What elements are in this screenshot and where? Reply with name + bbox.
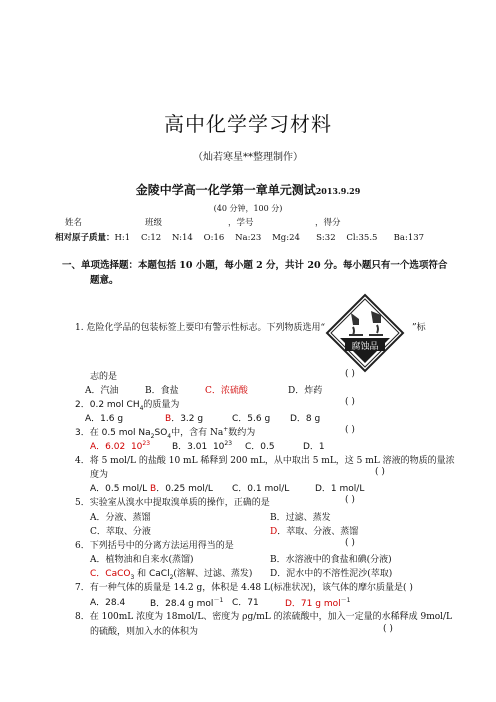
hazard-label: 腐蚀品 — [351, 342, 379, 352]
q7-option-b-sup: －1 — [213, 597, 224, 604]
q1-answer-paren: ( ) — [345, 369, 355, 379]
q4-option-d: D．1 mol/L — [315, 484, 365, 494]
q3-stem-text: 3．在 0.5 mol Na — [75, 428, 151, 438]
student-id-label: ，学号 — [228, 218, 254, 228]
q3-option-a — [90, 439, 150, 452]
q4-option-b-letter: B — [150, 484, 157, 494]
q6-option-c-tail: (溶解、过滤、蒸发) — [173, 569, 253, 579]
q2-option-c: C．5.6 g — [232, 414, 271, 424]
q3-option-c: C．0.5 — [245, 442, 275, 452]
q7-stem: 7．有一种气体的质量是 14.2 g，体积是 4.48 L(标准状况)，该气体的摩尔质量是( ) — [75, 583, 413, 593]
q1-option-c: C．浓硫酸 — [205, 386, 248, 396]
q6-answer-paren: ( ) — [345, 538, 355, 548]
atomic-mass-label: 相对原子质量： — [55, 233, 115, 243]
score-label: ，得分 — [315, 218, 341, 228]
q2-option-b-value: ．3.2 g — [171, 414, 204, 424]
atomic-mass-line — [55, 231, 424, 243]
q5-option-d — [270, 524, 358, 537]
exam-time: (40 分钟，100 分) — [213, 204, 283, 213]
name-label: 姓名 — [65, 218, 83, 228]
q2-option-b — [165, 411, 203, 424]
q8-stem: 8．在 100mL 浓度为 18mol/L、密度为 ρg/mL 的浓硫酸中，加入一定量的水稀释成 9mol/L — [75, 612, 453, 622]
q3-stem-sub1: 2 — [150, 432, 155, 440]
q3-stem-end: 数约为 — [228, 428, 256, 438]
q6-option-c-sub: 3 — [130, 573, 135, 581]
q5-option-c: C．萃取、分液 — [90, 527, 151, 537]
q7-option-d-sup: －1 — [340, 597, 351, 604]
q1-option-d: D．炸药 — [288, 386, 323, 396]
q3-option-b-text: B．3.01 — [172, 442, 208, 452]
q5-answer-paren: ( ) — [345, 495, 355, 505]
q3-option-b-base: 10 — [212, 442, 225, 452]
q5-option-d-letter: D — [270, 527, 278, 537]
atomic-mass-values: H:1 C:12 N:14 O:16 Na:23 Mg:24 S:32 Cl:35.5 Ba:137 — [114, 233, 425, 243]
q3-option-a-base: 10 — [130, 442, 143, 452]
q1-option-b: B．食盐 — [145, 386, 179, 396]
document-title: 高中化学学习材料 — [164, 112, 332, 136]
q3-stem-sub2: 4 — [167, 432, 172, 440]
q3-option-a-exp: 23 — [142, 440, 151, 447]
q2-stem-text: 2．0.2 mol CH — [75, 400, 140, 410]
q3-answer-paren: ( ) — [345, 425, 355, 435]
q4-option-b-value: ．0.25 mol/L — [156, 484, 213, 494]
q1-option-a: A．汽油 — [85, 386, 119, 396]
section1-heading-cont: 题意。 — [90, 275, 119, 286]
q1-stem-cont: 志的是 — [90, 372, 118, 382]
q4-stem: 4．将 5 mol/L 的盐酸 10 mL 稀释到 200 mL，从中取出 5 mL，这 5 mL 溶液的物质的量浓 — [75, 456, 455, 466]
q4-option-a: A．0.5 mol/L — [90, 484, 148, 494]
q1-stem: 1. 危险化学品的包装标签上要印有警示性标志。下列物质选用“ — [75, 323, 326, 333]
q6-option-c — [90, 566, 252, 581]
q5-option-d-value: ．萃取、分液、蒸馏 — [277, 527, 359, 537]
q1-stem-end: ”标 — [412, 323, 426, 333]
section1-heading: 一、单项选择题：本题包括 10 小题，每小题 2 分，共计 20 分。每小题只有一个选项符合 — [62, 260, 448, 271]
q7-option-c: C．71 — [232, 598, 259, 608]
q3-option-a-text: A．6.02 — [90, 442, 126, 452]
q4-option-c: C．0.1 mol/L — [232, 484, 290, 494]
q6-option-b: B．水溶液中的食盐和碘(分液) — [270, 555, 392, 565]
q2-stem-tail: 的质量为 — [143, 400, 180, 410]
q3-stem — [75, 425, 255, 440]
q5-option-b: B．过滤、蒸发 — [270, 513, 331, 523]
q5-option-a: A．分液、蒸馏 — [90, 513, 151, 523]
q2-answer-paren: ( ) — [345, 397, 355, 407]
q3-option-d: D．1 — [303, 442, 325, 452]
q2-stem-sub: 4 — [139, 404, 144, 412]
q2-option-a: A．1.6 g — [85, 414, 124, 424]
q3-stem-tail: 中，含有 Na — [171, 428, 224, 438]
q3-stem-mid: SO — [154, 428, 168, 438]
q6-stem: 6．下列括号中的分离方法运用得当的是 — [75, 541, 234, 551]
exam-title-text: 金陵中学高一化学第一章单元测试 — [135, 183, 316, 197]
q4-option-b — [150, 481, 213, 494]
q3-stem-sup: + — [223, 426, 229, 433]
q6-option-a: A．植物油和自来水(蒸馏) — [90, 555, 194, 565]
q6-option-c-mid: 和 CaCl — [134, 569, 170, 579]
exam-title — [0, 181, 496, 198]
q7-option-b — [150, 595, 223, 609]
q4-stem-cont: 度为 — [90, 470, 109, 480]
corrosive-hazard-icon — [325, 293, 405, 373]
q8-stem-cont: 的硫酸，则加入水的体积为 — [90, 627, 199, 637]
document-subtitle: （灿若寒星**整理制作） — [193, 152, 303, 163]
q3-option-b — [172, 439, 232, 452]
q4-answer-paren: ( ) — [375, 467, 385, 477]
q2-option-d: D．8 g — [290, 414, 321, 424]
q8-answer-paren: ( ) — [383, 624, 393, 634]
q5-stem: 5．实验室从溴水中提取溴单质的操作，正确的是 — [75, 498, 270, 508]
q6-option-d: D．泥水中的不溶性泥沙(萃取) — [270, 569, 393, 579]
q2-stem — [75, 397, 179, 412]
q3-option-b-exp: 23 — [224, 440, 233, 447]
q7-option-a: A．28.4 — [90, 598, 126, 608]
q7-option-d — [285, 595, 350, 609]
q6-option-c-text: C．CaCO — [90, 569, 131, 579]
q2-option-b-letter: B — [165, 414, 172, 424]
q7-option-b-text: B．28.4 g mol — [150, 599, 214, 609]
q6-option-c-sub2: 2 — [169, 573, 174, 581]
class-label: 班级 — [145, 218, 163, 228]
exam-date: 2013.9.29 — [315, 186, 361, 196]
q7-option-d-text: D．71 g mol — [285, 599, 341, 609]
